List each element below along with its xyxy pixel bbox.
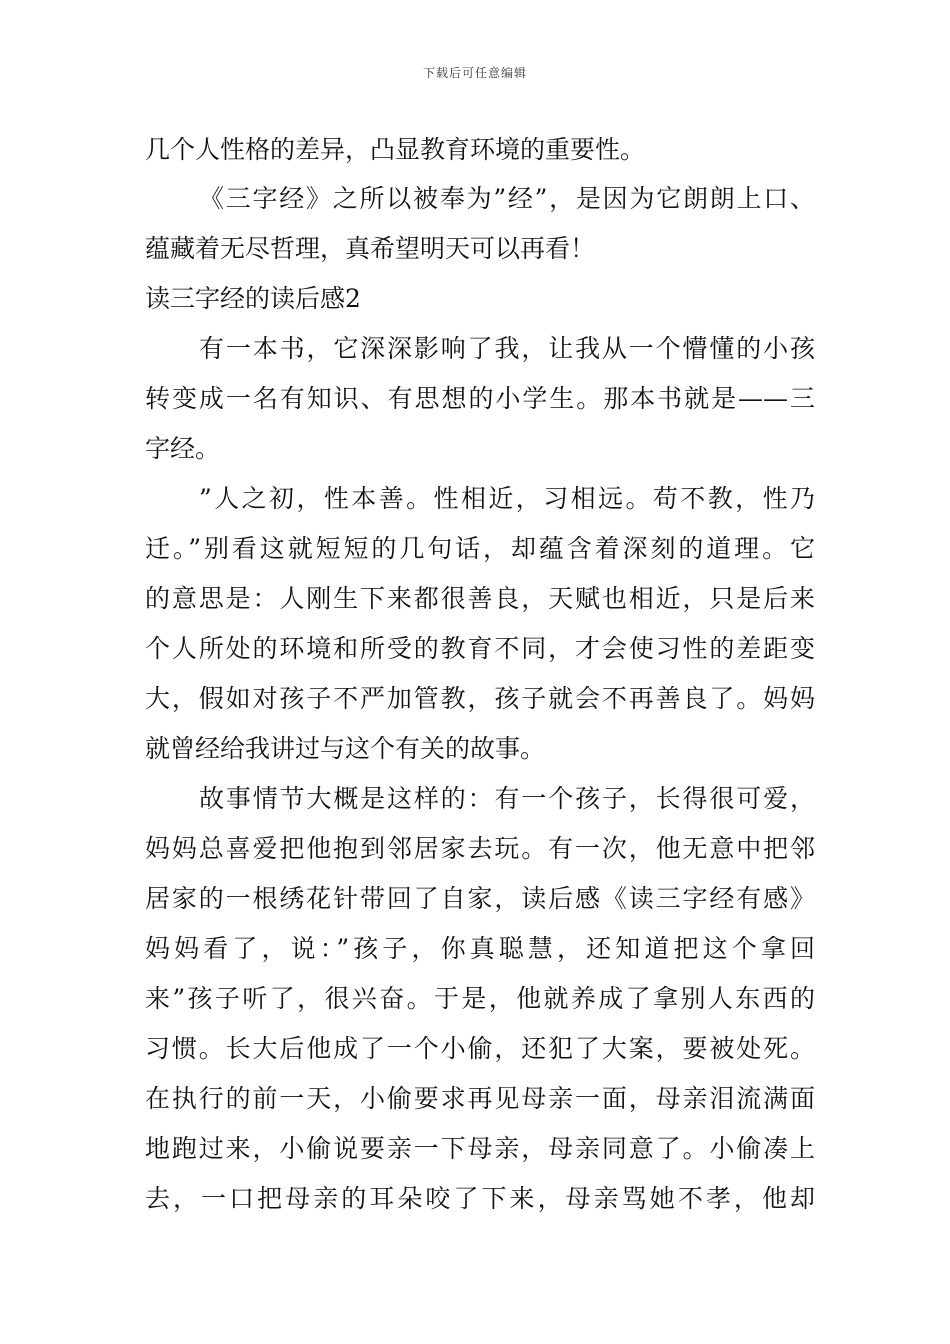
paragraph-line: 就曾经给我讲过与这个有关的故事。 xyxy=(145,734,546,763)
paragraph-line: 来”孩子听了，很兴奋。于是，他就养成了拿别人东西的 xyxy=(145,984,815,1013)
paragraph-line: 《三字经》之所以被奉为”经”，是因为它朗朗上口、 xyxy=(199,184,815,213)
paragraph-line: 几个人性格的差异，凸显教育环境的重要性。 xyxy=(145,135,646,164)
paragraph-line: 在执行的前一天，小偷要求再见母亲一面，母亲泪流满面 xyxy=(145,1084,815,1113)
page-header: 下载后可任意编辑 xyxy=(422,66,527,80)
paragraph-line: 地跑过来，小偷说要亲一下母亲，母亲同意了。小偷凑上 xyxy=(145,1134,815,1163)
paragraph-line: 居家的一根绣花针带回了自家，读后感《读三字经有感》 xyxy=(145,884,815,913)
paragraph-line: 大，假如对孩子不严加管教，孩子就会不再善良了。妈妈 xyxy=(145,684,815,713)
paragraph-line: 的意思是：人刚生下来都很善良，天赋也相近，只是后来 xyxy=(145,584,815,613)
section-heading: 读三字经的读后感2 xyxy=(145,284,361,313)
paragraph-line: 个人所处的环境和所受的教育不同，才会使习性的差距变 xyxy=(145,634,815,663)
paragraph-line: 字经。 xyxy=(145,434,221,463)
paragraph-line: 故事情节大概是这样的：有一个孩子，长得很可爱， xyxy=(199,784,815,813)
paragraph-line: 去，一口把母亲的耳朵咬了下来，母亲骂她不孝，他却 xyxy=(145,1184,815,1213)
paragraph-line: 妈妈总喜爱把他抱到邻居家去玩。有一次，他无意中把邻 xyxy=(145,834,815,863)
paragraph-line: 迁。”别看这就短短的几句话，却蕴含着深刻的道理。它 xyxy=(145,534,815,563)
paragraph-line: 有一本书，它深深影响了我，让我从一个懵懂的小孩 xyxy=(199,334,815,363)
paragraph-line: 转变成一名有知识、有思想的小学生。那本书就是——三 xyxy=(145,384,815,413)
paragraph-line: 习惯。长大后他成了一个小偷，还犯了大案，要被处死。 xyxy=(145,1034,815,1063)
paragraph-line: 蕴藏着无尽哲理，真希望明天可以再看！ xyxy=(145,234,596,263)
paragraph-line: ”人之初，性本善。性相近，习相远。苟不教，性乃 xyxy=(199,484,815,513)
paragraph-line: 妈妈看了，说：”孩子，你真聪慧，还知道把这个拿回 xyxy=(145,934,815,963)
